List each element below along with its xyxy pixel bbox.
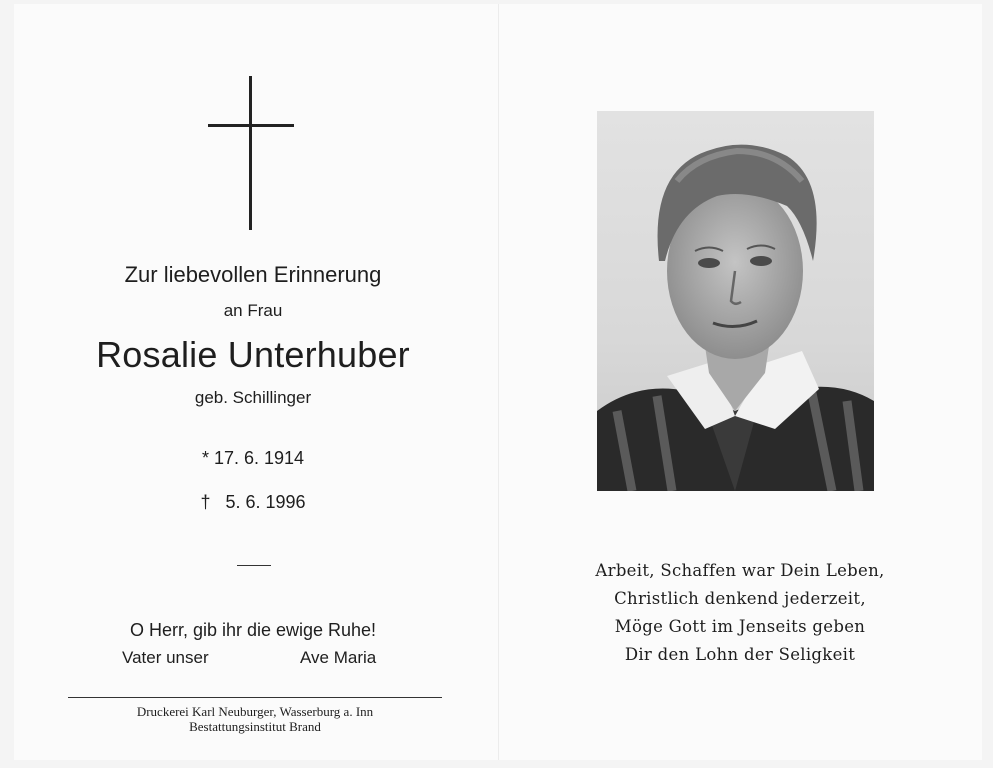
cross-icon xyxy=(208,76,294,230)
footer-rule xyxy=(68,697,442,698)
funeral-home-line: Bestattungsinstitut Brand xyxy=(189,719,321,734)
printer-line: Druckerei Karl Neuburger, Wasserburg a. Inn xyxy=(136,704,374,719)
maiden-name: geb. Schillinger xyxy=(194,388,312,407)
birth-date: * 17. 6. 1914 xyxy=(201,448,305,468)
poem-line-2: Christlich denkend jederzeit, xyxy=(614,589,866,608)
poem-line-1: Arbeit, Schaffen war Dein Leben, xyxy=(595,561,885,580)
death-line xyxy=(60,492,446,513)
dagger-icon: † xyxy=(200,492,211,512)
death-date: 5. 6. 1996 xyxy=(225,492,306,512)
divider-dash xyxy=(237,565,271,566)
salutation: an Frau xyxy=(223,301,283,320)
deceased-name: Rosalie Unterhuber xyxy=(96,334,410,375)
card-fold xyxy=(498,4,499,760)
memorial-intro: Zur liebevollen Erinnerung xyxy=(124,262,382,287)
prayer-line: O Herr, gib ihr die ewige Ruhe! xyxy=(129,620,377,640)
poem-line-4: Dir den Lohn der Seligkeit xyxy=(624,645,856,664)
prayer-vater-unser: Vater unser xyxy=(122,648,209,667)
poem-line-3: Möge Gott im Jenseits geben xyxy=(614,617,866,636)
prayer-ave-maria: Ave Maria xyxy=(300,648,377,667)
portrait-photo xyxy=(597,111,874,491)
